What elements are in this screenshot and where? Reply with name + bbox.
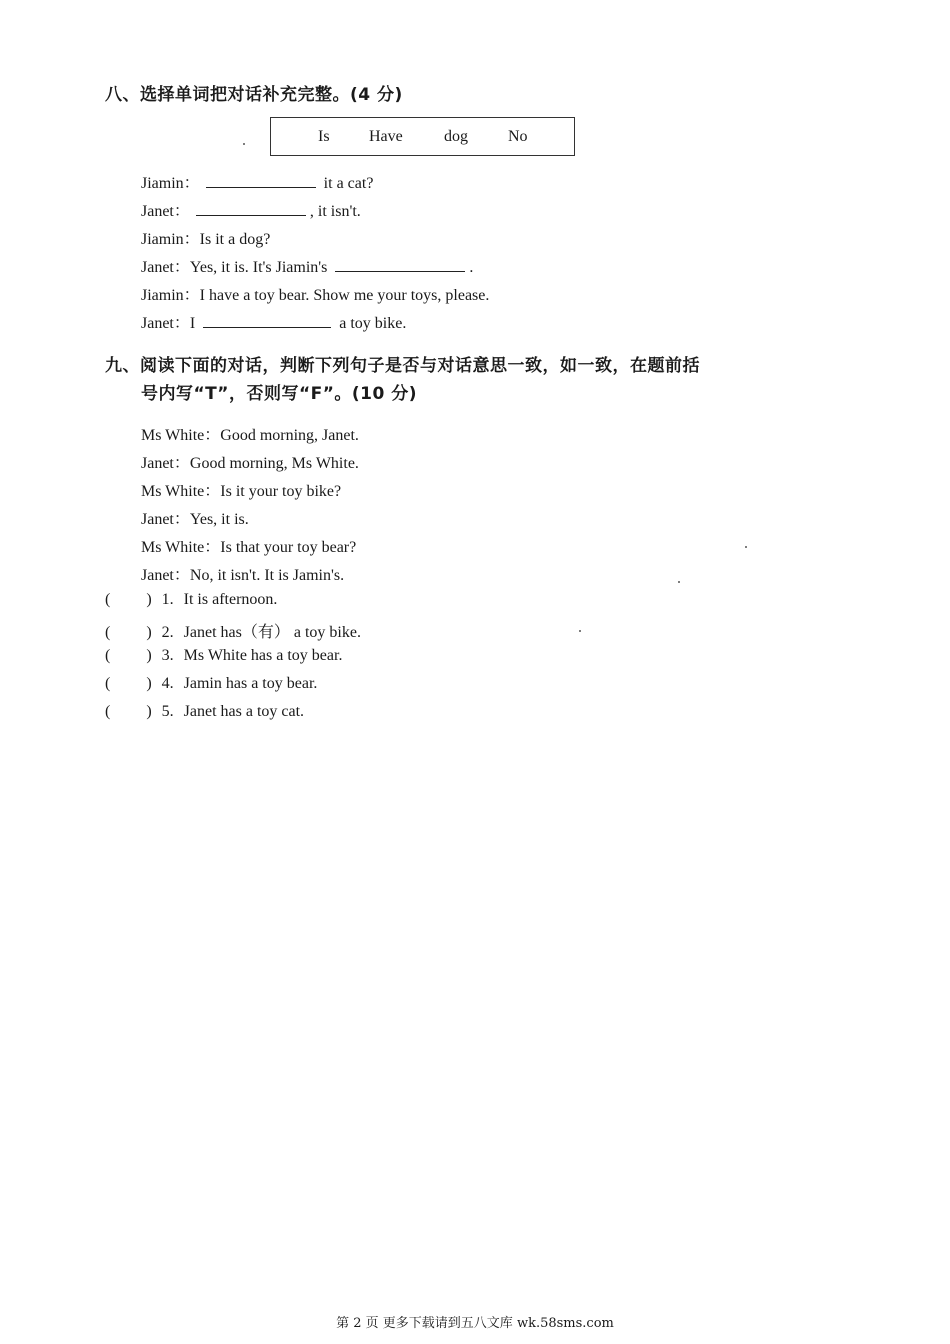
answer-bracket[interactable]: ( ) — [105, 591, 152, 608]
line-text: Good morning, Ms White. — [189, 455, 359, 472]
line-text: Is it your toy bike? — [220, 483, 342, 500]
word-bank-item: No — [508, 128, 528, 145]
tf-question — [105, 591, 277, 609]
question-text: Ms White has a toy bear. — [183, 647, 343, 664]
answer-bracket[interactable]: ( ) — [105, 675, 152, 692]
line-text: a toy bike. — [335, 315, 407, 332]
speaker: Ms White： — [141, 539, 221, 556]
speaker: Jiamin： — [141, 175, 200, 192]
scan-speck — [579, 630, 581, 632]
dialogue-line — [141, 254, 473, 277]
tf-question — [105, 675, 317, 693]
dialogue-line — [141, 282, 489, 305]
question-text: Janet has a toy cat. — [183, 703, 305, 720]
dialogue-line — [141, 422, 359, 445]
line-text: No, it isn't. It is Jamin's. — [189, 567, 345, 584]
question-number: 2. — [161, 624, 174, 641]
question-text: Janet has（有） a toy bike. — [183, 624, 361, 641]
question-text: It is afternoon. — [183, 591, 278, 608]
dialogue-line — [141, 226, 270, 249]
question-number: 4. — [161, 675, 174, 692]
answer-bracket[interactable]: ( ) — [105, 647, 152, 664]
tf-question — [105, 619, 361, 642]
line-text: Good morning, Janet. — [220, 427, 359, 444]
dialogue-line — [141, 310, 406, 333]
word-bank-item: Is — [318, 128, 330, 145]
section-9-title-line1: 九、阅读下面的对话，判断下列句子是否与对话意思一致，如一致，在题前括 — [105, 356, 700, 376]
page-footer: 第 2 页 更多下载请到五八文库 wk.58sms.com — [336, 1316, 614, 1331]
line-text: I have a toy bear. Show me your toys, please. — [199, 287, 490, 304]
question-number: 5. — [161, 703, 174, 720]
answer-bracket[interactable]: ( ) — [105, 624, 152, 641]
answer-blank[interactable] — [196, 214, 306, 216]
answer-bracket[interactable]: ( ) — [105, 703, 152, 720]
speaker: Janet： — [141, 203, 190, 220]
question-text: Jamin has a toy bear. — [183, 675, 318, 692]
dialogue-line — [141, 534, 356, 557]
dialogue-line — [141, 170, 373, 193]
line-text: Is that your toy bear? — [220, 539, 357, 556]
word-bank-item: dog — [444, 128, 468, 145]
scan-speck — [678, 581, 680, 583]
speaker: Jiamin： — [141, 231, 200, 248]
section-8-title: 八、选择单词把对话补充完整。(4 分) — [105, 85, 403, 105]
word-bank-item: Have — [369, 128, 403, 145]
line-text: I — [189, 315, 196, 332]
speaker: Janet： — [141, 455, 190, 472]
tf-question — [105, 703, 304, 721]
answer-blank[interactable] — [203, 326, 331, 328]
dialogue-line — [141, 198, 361, 221]
speaker: Ms White： — [141, 427, 221, 444]
line-text: it a cat? — [319, 175, 374, 192]
scan-speck — [745, 546, 747, 548]
dialogue-line — [141, 478, 341, 501]
tf-question — [105, 647, 342, 665]
word-bank — [270, 117, 575, 156]
speaker: Janet： — [141, 259, 190, 276]
line-text: . — [469, 259, 474, 276]
line-text: , it isn't. — [309, 203, 361, 220]
line-text: Yes, it is. — [189, 511, 249, 528]
scan-speck — [243, 143, 245, 145]
speaker: Janet： — [141, 567, 190, 584]
speaker: Ms White： — [141, 483, 221, 500]
question-number: 3. — [161, 647, 174, 664]
line-text: Is it a dog? — [199, 231, 271, 248]
speaker: Jiamin： — [141, 287, 200, 304]
speaker: Janet： — [141, 511, 190, 528]
answer-blank[interactable] — [206, 186, 316, 188]
section-9-title-line2: 号内写“T”，否则写“F”。(10 分) — [141, 384, 418, 404]
dialogue-line — [141, 506, 249, 529]
dialogue-line — [141, 450, 359, 473]
question-number: 1. — [161, 591, 174, 608]
dialogue-line — [141, 562, 344, 585]
line-text: Yes, it is. It's Jiamin's — [189, 259, 328, 276]
answer-blank[interactable] — [335, 270, 465, 272]
speaker: Janet： — [141, 315, 190, 332]
